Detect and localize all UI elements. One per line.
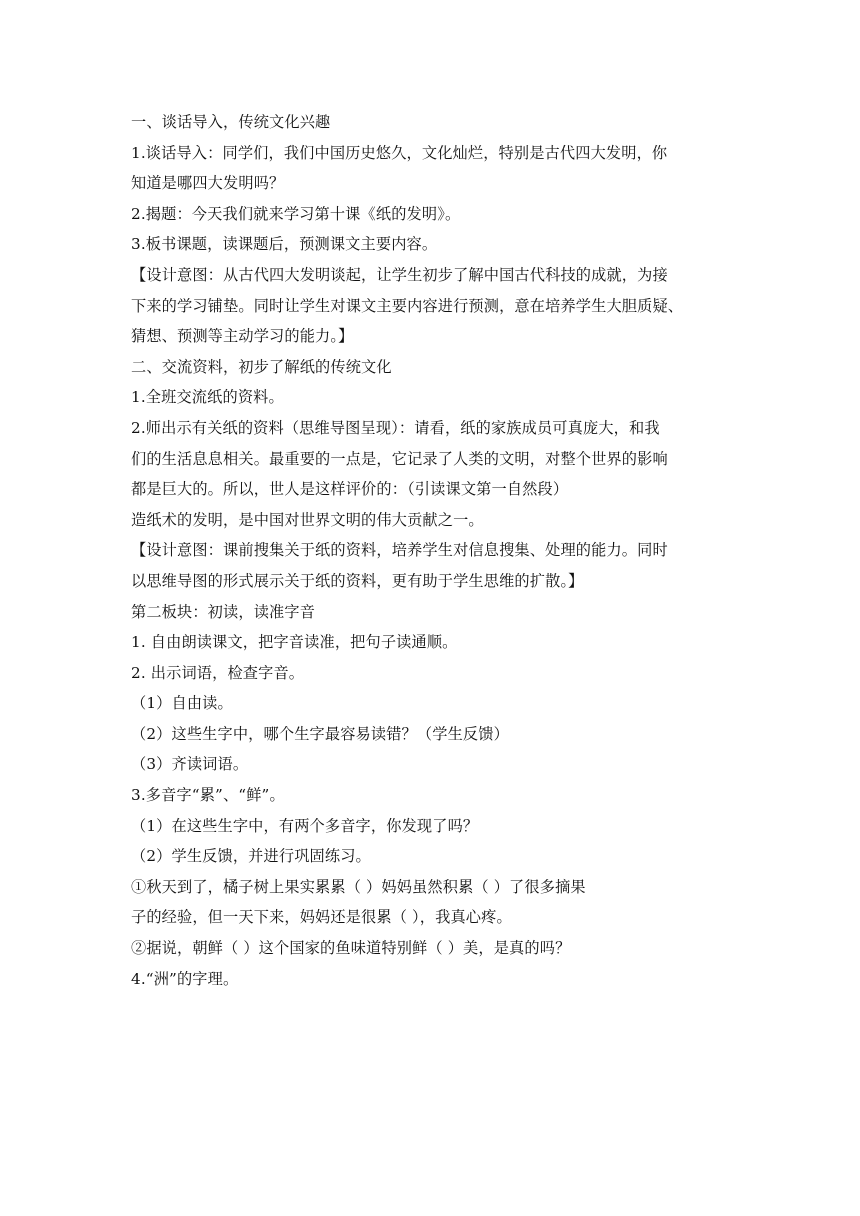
paragraph-line: 1. 自由朗读课文，把字音读准，把句子读通顺。 [131, 633, 458, 652]
document-body [131, 107, 731, 994]
paragraph-line: 3.板书课题，读课题后，预测课文主要内容。 [131, 235, 438, 254]
paragraph-line: 都是巨大的。所以，世人是这样评价的：（引读课文第一自然段） [131, 480, 569, 499]
design-intent-line: 下来的学习铺垫。同时让学生对课文主要内容进行预测，意在培养学生大胆质疑、 [131, 296, 684, 315]
paragraph-line: （2）学生反馈，并进行巩固练习。 [131, 847, 371, 866]
paragraph-line: 造纸术的发明，是中国对世界文明的伟大贡献之一。 [131, 510, 484, 529]
paragraph-line: （2）这些生字中，哪个生字最容易读错？（学生反馈） [131, 724, 509, 743]
paragraph-line: （1）自由读。 [131, 694, 233, 713]
section-heading-3: 第二板块：初读，读准字音 [131, 602, 316, 621]
paragraph-line: 1.谈话导入：同学们，我们中国历史悠久，文化灿烂，特别是古代四大发明，你 [131, 143, 668, 162]
design-intent-line: 以思维导图的形式展示关于纸的资料，更有助于学生思维的扩散。】 [131, 571, 584, 590]
exercise-line: 子的经验，但一天下来，妈妈还是很累（ ），我真心疼。 [131, 908, 512, 927]
design-intent-line: 【设计意图：课前搜集关于纸的资料，培养学生对信息搜集、处理的能力。同时 [131, 541, 668, 560]
paragraph-line: 知道是哪四大发明吗？ [131, 174, 285, 193]
design-intent-line: 【设计意图：从古代四大发明谈起，让学生初步了解中国古代科技的成就，为接 [131, 265, 668, 284]
paragraph-line: 3.多音字“累”、“鲜”。 [131, 786, 285, 805]
paragraph-line: （3）齐读词语。 [131, 755, 249, 774]
exercise-line: ①秋天到了，橘子树上果实累累（ ）妈妈虽然积累（ ）了很多摘果 [131, 877, 586, 896]
paragraph-line: （1）在这些生字中，有两个多音字，你发现了吗？ [131, 816, 479, 835]
paragraph-line: 2.师出示有关纸的资料（思维导图呈现）：请看，纸的家族成员可真庞大，和我 [131, 418, 660, 437]
section-heading-1: 一、谈话导入，传统文化兴趣 [131, 113, 331, 131]
paragraph-line: 1.全班交流纸的资料。 [131, 388, 284, 407]
design-intent-line: 猜想、预测等主动学习的能力。】 [131, 327, 354, 346]
paragraph-line: 2.揭题：今天我们就来学习第十课《纸的发明》。 [131, 204, 461, 223]
paragraph-line: 们的生活息息相关。最重要的一点是，它记录了人类的文明，对整个世界的影响 [131, 449, 668, 468]
section-heading-2: 二、交流资料，初步了解纸的传统文化 [131, 357, 392, 376]
exercise-line: ②据说，朝鲜（ ）这个国家的鱼味道特别鲜（ ）美，是真的吗？ [131, 939, 571, 958]
paragraph-line: 4.“洲”的字理。 [131, 969, 239, 988]
paragraph-line: 2. 出示词语，检查字音。 [131, 663, 305, 682]
